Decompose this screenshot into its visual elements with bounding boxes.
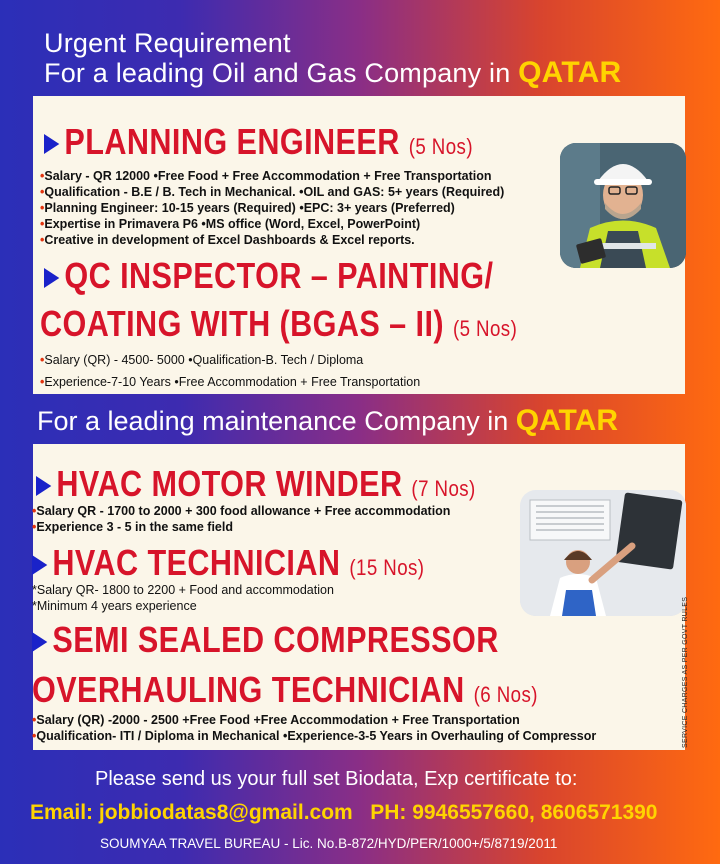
footer-contact — [30, 799, 658, 827]
detail-row: •Expertise in Primavera P6 •MS office (Word, Excel, PowerPoint) — [40, 217, 421, 231]
detail-row: •Salary (QR) -2000 - 2500 +Free Food +Free Accommodation + Free Transportation — [32, 713, 520, 727]
job-nos: (5 Nos) — [408, 134, 473, 159]
job-title-compressor-line2 — [32, 670, 538, 715]
footer-license: SOUMYAA TRAVEL BUREAU - Lic. No.B-872/HYD/PER/1000+/5/8719/2011 — [100, 836, 558, 851]
planning-engineer-details — [40, 168, 504, 248]
triangle-bullet-icon — [44, 134, 59, 154]
header-country: QATAR — [518, 56, 622, 89]
detail-row: *Salary QR- 1800 to 2200 + Food and accommodation — [32, 583, 334, 597]
detail-row: *Minimum 4 years experience — [32, 599, 197, 613]
triangle-bullet-icon — [32, 632, 47, 652]
detail-row: •Creative in development of Excel Dashboards & Excel reports. — [40, 233, 415, 247]
job-nos: (5 Nos) — [452, 316, 518, 341]
detail-row: •Salary (QR) - 4500- 5000 •Qualification-B. Tech / Diploma — [40, 353, 364, 367]
hvac-technician-photo — [520, 490, 686, 616]
footer-email[interactable]: Email: jobbiodatas8@gmail.com — [30, 801, 353, 824]
detail-row: •Salary - QR 12000 •Free Food + Free Accommodation + Free Transportation — [40, 169, 492, 183]
footer-instruction: Please send us your full set Biodata, Exp certificate to: — [95, 768, 578, 790]
maintenance-header — [37, 404, 618, 438]
engineer-photo — [560, 143, 686, 268]
job-title-text: OVERHAULING TECHNICIAN — [32, 669, 465, 710]
maintenance-header-text: For a leading maintenance Company in — [37, 406, 516, 436]
detail-row: •Planning Engineer: 10-15 years (Required) •EPC: 3+ years (Preferred) — [40, 201, 455, 215]
detail-row: •Experience 3 - 5 in the same field — [32, 520, 233, 534]
compressor-technician-details — [32, 712, 596, 744]
job-title-qc-inspector-line2 — [40, 304, 517, 349]
job-nos: (7 Nos) — [411, 476, 476, 501]
triangle-bullet-icon — [44, 268, 59, 288]
hvac-motor-winder-details — [32, 503, 450, 535]
header-urgent: Urgent Requirement — [44, 28, 291, 58]
detail-row: •Qualification- ITI / Diploma in Mechanical •Experience-3-5 Years in Overhauling of Compressor — [32, 729, 597, 743]
maintenance-header-country: QATAR — [515, 404, 618, 437]
job-title-text: HVAC MOTOR WINDER — [56, 463, 403, 504]
qc-inspector-details — [40, 349, 420, 393]
triangle-bullet-icon — [32, 555, 47, 575]
header-line-2 — [44, 58, 621, 88]
detail-row: •Experience-7-10 Years •Free Accommodation + Free Transportation — [40, 375, 421, 389]
hvac-technician-details — [32, 582, 334, 614]
job-nos: (6 Nos) — [473, 682, 538, 707]
job-title-text: COATING WITH (BGAS – II) — [40, 303, 445, 344]
job-title-text: HVAC TECHNICIAN — [52, 542, 341, 583]
triangle-bullet-icon — [36, 476, 51, 496]
header-company-text: For a leading Oil and Gas Company in — [44, 58, 519, 88]
job-title-compressor-line1 — [32, 620, 499, 660]
job-title-qc-inspector-line1 — [44, 256, 493, 296]
job-title-text: PLANNING ENGINEER — [64, 121, 400, 162]
header-line-1 — [44, 28, 291, 58]
detail-row: •Salary QR - 1700 to 2000 + 300 food allowance + Free accommodation — [32, 504, 451, 518]
job-nos: (15 Nos) — [349, 555, 425, 580]
job-title-planning-engineer — [44, 122, 473, 167]
footer-phone[interactable]: PH: 9946557660, 8606571390 — [370, 801, 658, 824]
detail-row: •Qualification - B.E / B. Tech in Mechanical. •OIL and GAS: 5+ years (Required) — [40, 185, 505, 199]
job-title-text: SEMI SEALED COMPRESSOR — [52, 619, 499, 660]
service-charges-note: SERVICE CHARGES AS PER GOVT RULES — [682, 596, 689, 748]
job-title-text: QC INSPECTOR – PAINTING/ — [64, 255, 494, 296]
